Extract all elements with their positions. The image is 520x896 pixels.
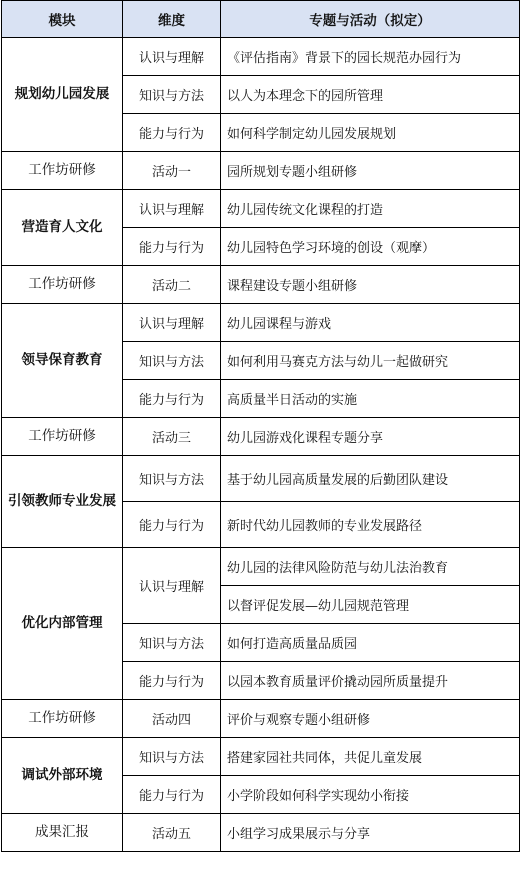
topic-cell: 基于幼儿园高质量发展的后勤团队建设 <box>221 456 520 502</box>
dimension-cell: 知识与方法 <box>123 342 221 380</box>
dimension-cell: 认识与理解 <box>123 38 221 76</box>
topic-cell: 评价与观察专题小组研修 <box>221 700 520 738</box>
topic-cell: 幼儿园的法律风险防范与幼儿法治教育 <box>221 548 520 586</box>
dimension-cell: 能力与行为 <box>123 114 221 152</box>
dimension-cell: 能力与行为 <box>123 228 221 266</box>
topic-cell: 搭建家园社共同体，共促儿童发展 <box>221 738 520 776</box>
dimension-cell: 能力与行为 <box>123 662 221 700</box>
header-row <box>2 1 520 38</box>
dimension-cell: 能力与行为 <box>123 380 221 418</box>
topic-cell: 以督评促发展—幼儿园规范管理 <box>221 586 520 624</box>
module-cell: 营造育人文化 <box>2 190 123 266</box>
table-row <box>2 814 520 852</box>
dimension-cell: 知识与方法 <box>123 624 221 662</box>
table-row <box>2 266 520 304</box>
module-cell: 工作坊研修 <box>2 700 123 738</box>
topic-cell: 幼儿园课程与游戏 <box>221 304 520 342</box>
topic-cell: 以人为本理念下的园所管理 <box>221 76 520 114</box>
module-cell: 规划幼儿园发展 <box>2 38 123 152</box>
dimension-cell: 认识与理解 <box>123 548 221 624</box>
topic-cell: 如何打造高质量品质园 <box>221 624 520 662</box>
dimension-cell: 认识与理解 <box>123 190 221 228</box>
topic-cell: 新时代幼儿园教师的专业发展路径 <box>221 502 520 548</box>
dimension-cell: 知识与方法 <box>123 456 221 502</box>
table-row <box>2 304 520 342</box>
topic-cell: 《评估指南》背景下的园长规范办园行为 <box>221 38 520 76</box>
dimension-cell: 活动五 <box>123 814 221 852</box>
topic-cell: 小组学习成果展示与分享 <box>221 814 520 852</box>
table-row <box>2 190 520 228</box>
topic-cell: 幼儿园特色学习环境的创设（观摩） <box>221 228 520 266</box>
header-dimension: 维度 <box>123 1 221 38</box>
table-row <box>2 418 520 456</box>
table-row <box>2 548 520 586</box>
dimension-cell: 活动一 <box>123 152 221 190</box>
dimension-cell: 能力与行为 <box>123 776 221 814</box>
dimension-cell: 认识与理解 <box>123 304 221 342</box>
topic-cell: 园所规划专题小组研修 <box>221 152 520 190</box>
dimension-cell: 活动四 <box>123 700 221 738</box>
course-table <box>1 0 520 852</box>
table-row <box>2 700 520 738</box>
header-topic: 专题与活动（拟定） <box>221 1 520 38</box>
table-row <box>2 456 520 502</box>
table-row <box>2 38 520 76</box>
dimension-cell: 知识与方法 <box>123 738 221 776</box>
topic-cell: 如何利用马赛克方法与幼儿一起做研究 <box>221 342 520 380</box>
dimension-cell: 活动二 <box>123 266 221 304</box>
table-row <box>2 738 520 776</box>
topic-cell: 如何科学制定幼儿园发展规划 <box>221 114 520 152</box>
topic-cell: 高质量半日活动的实施 <box>221 380 520 418</box>
topic-cell: 幼儿园游戏化课程专题分享 <box>221 418 520 456</box>
table-row <box>2 152 520 190</box>
topic-cell: 小学阶段如何科学实现幼小衔接 <box>221 776 520 814</box>
module-cell: 领导保育教育 <box>2 304 123 418</box>
topic-cell: 课程建设专题小组研修 <box>221 266 520 304</box>
module-cell: 优化内部管理 <box>2 548 123 700</box>
topic-cell: 幼儿园传统文化课程的打造 <box>221 190 520 228</box>
dimension-cell: 知识与方法 <box>123 76 221 114</box>
topic-cell: 以园本教育质量评价撬动园所质量提升 <box>221 662 520 700</box>
module-cell: 调试外部环境 <box>2 738 123 814</box>
module-cell: 工作坊研修 <box>2 266 123 304</box>
dimension-cell: 活动三 <box>123 418 221 456</box>
module-cell: 成果汇报 <box>2 814 123 852</box>
module-cell: 工作坊研修 <box>2 418 123 456</box>
dimension-cell: 能力与行为 <box>123 502 221 548</box>
header-module: 模块 <box>2 1 123 38</box>
module-cell: 引领教师专业发展 <box>2 456 123 548</box>
module-cell: 工作坊研修 <box>2 152 123 190</box>
